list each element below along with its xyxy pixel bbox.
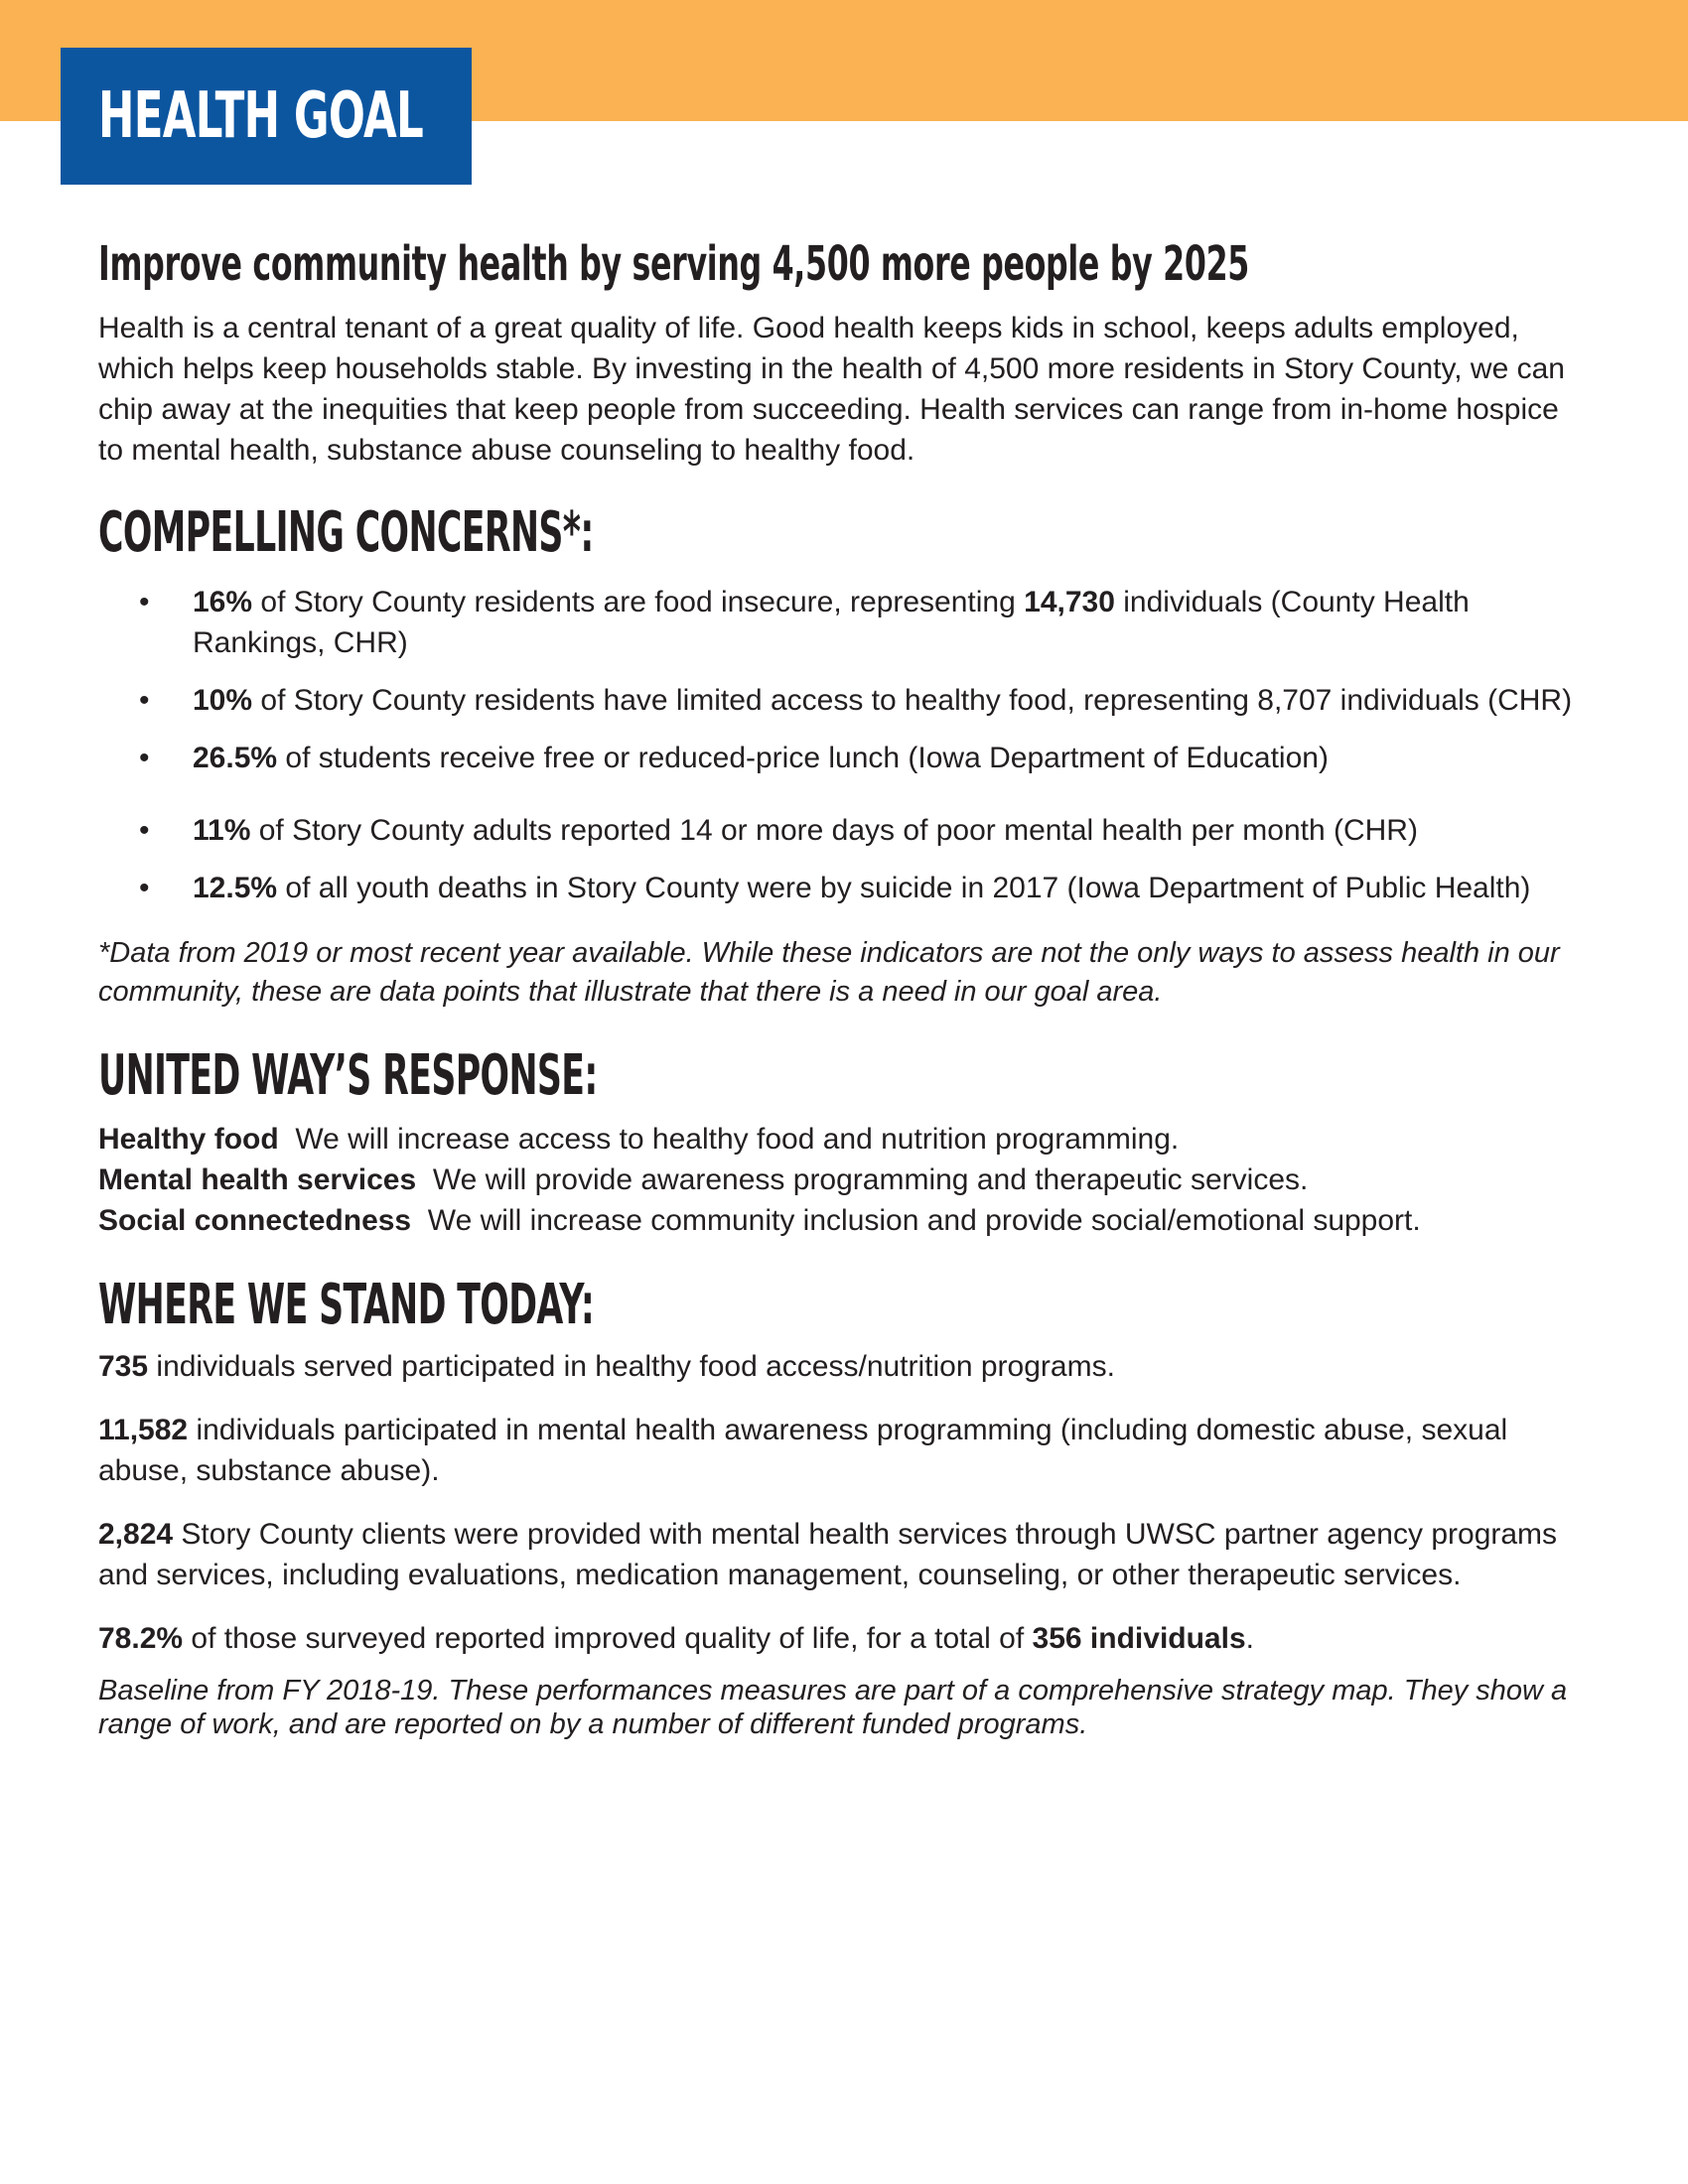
stand-list: [98, 1346, 1608, 1659]
response-social-connectedness: Social connectedness We will increase community inclusion and provide social/emotional support.: [98, 1204, 1421, 1237]
response-list: [98, 1119, 1608, 1241]
stand-item: 11,582 individuals participated in mental health awareness programming (including domestic abuse, sexual abuse, substance abuse).: [98, 1414, 1508, 1487]
document-body: [98, 234, 1608, 1741]
bullet-icon: •: [139, 586, 150, 618]
bullet-icon: •: [139, 872, 150, 904]
bullet-icon: •: [139, 684, 150, 717]
data-footnote: *Data from 2019 or most recent year available. While these indicators are not the only ways to assess health in our community, these are data points that illustrate that there is a need in our goal area.: [98, 937, 1560, 1008]
intro-paragraph: Health is a central tenant of a great quality of life. Good health keeps kids in school, keeps adults employed, which helps keep households stable. By investing in the health of 4,500 more residents in Story County, we can chip away at the inequities that keep people from succeeding. Health services can range from in-home hospice to mental health, substance abuse counseling to healthy food.: [98, 312, 1565, 467]
bullet-icon: •: [139, 814, 150, 847]
list-item: • 12.5% of all youth deaths in Story County were by suicide in 2017 (Iowa Department of Public Health): [98, 868, 1608, 908]
response-mental-health: Mental health services We will provide awareness programming and therapeutic services.: [98, 1163, 1309, 1196]
stand-item: 78.2% of those surveyed reported improved quality of life, for a total of 356 individuals.: [98, 1622, 1254, 1655]
page-title: HEALTH GOAL: [98, 79, 424, 153]
stand-item: 2,824 Story County clients were provided with mental health services through UWSC partner agency programs and services, including evaluations, medication management, counseling, or other therapeutic services.: [98, 1518, 1558, 1591]
list-item: • 11% of Story County adults reported 14 or more days of poor mental health per month (CHR): [98, 810, 1608, 851]
list-item: • 16% of Story County residents are food insecure, representing 14,730 individuals (County Health Rankings, CHR): [98, 582, 1608, 663]
united-way-response-heading: UNITED WAY’S RESPONSE:: [98, 1043, 598, 1108]
where-we-stand-heading: WHERE WE STAND TODAY:: [98, 1273, 595, 1337]
concerns-list: [98, 582, 1608, 908]
baseline-note: Baseline from FY 2018-19. These performances measures are part of a comprehensive strategy map. They show a range of work, and are reported on by a number of different funded programs.: [98, 1675, 1568, 1740]
stand-item: 735 individuals served participated in healthy food access/nutrition programs.: [98, 1350, 1115, 1383]
goal-subtitle: Improve community health by serving 4,500 more people by 2025: [98, 236, 1250, 292]
list-item: • 26.5% of students receive free or reduced-price lunch (Iowa Department of Education): [98, 738, 1608, 778]
bullet-icon: •: [139, 742, 150, 774]
response-healthy-food: Healthy food We will increase access to healthy food and nutrition programming.: [98, 1123, 1180, 1156]
goal-title-box: [61, 48, 472, 185]
compelling-concerns-heading: COMPELLING CONCERNS*:: [98, 500, 594, 565]
list-item: • 10% of Story County residents have limited access to healthy food, representing 8,707 individuals (CHR): [98, 680, 1608, 721]
